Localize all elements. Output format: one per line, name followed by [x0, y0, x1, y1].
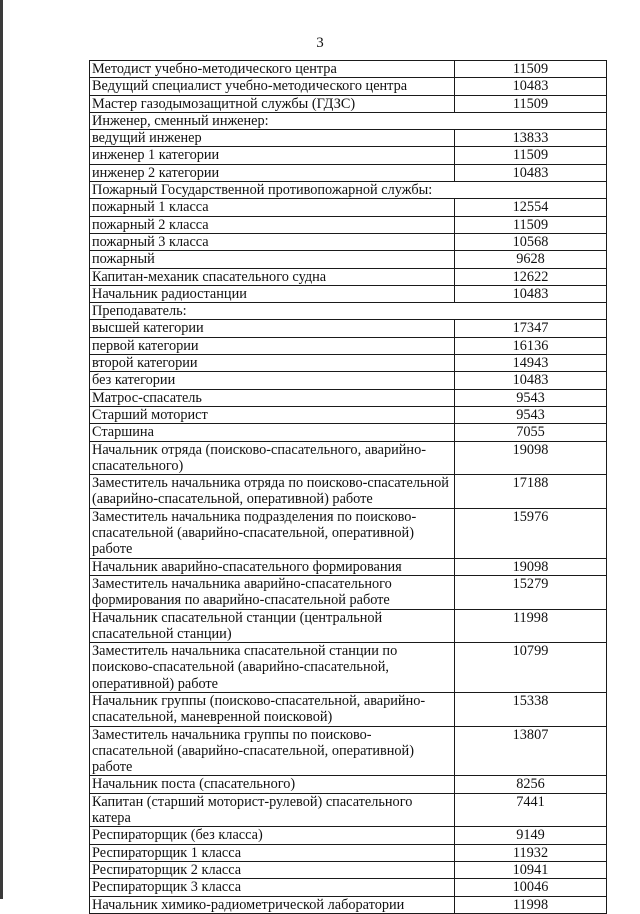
salary-value: 7055 [455, 424, 607, 441]
table-row [90, 558, 607, 575]
salary-value: 17347 [455, 320, 607, 337]
position-name: Заместитель начальника аварийно-спасательного формирования по аварийно-спасательной работе [90, 575, 455, 609]
position-name: пожарный 3 класса [90, 233, 455, 250]
position-name: Респираторщик 1 класса [90, 844, 455, 861]
section-heading: Преподаватель: [90, 303, 607, 320]
position-name: Заместитель начальника подразделения по поисково-спасательной (аварийно-спасательной, оперативной) работе [90, 508, 455, 558]
position-name: Начальник спасательной станции (центральной спасательной станции) [90, 609, 455, 643]
salary-value: 19098 [455, 558, 607, 575]
salary-value: 8256 [455, 776, 607, 793]
salary-value: 9543 [455, 406, 607, 423]
table-row [90, 147, 607, 164]
position-name: инженер 1 категории [90, 147, 455, 164]
salary-value: 14943 [455, 355, 607, 372]
position-name: Капитан (старший моторист-рулевой) спасательного катера [90, 793, 455, 827]
position-name: Старший моторист [90, 406, 455, 423]
position-name: без категории [90, 372, 455, 389]
salary-value: 10483 [455, 78, 607, 95]
salary-value: 11509 [455, 95, 607, 112]
table-row [90, 776, 607, 793]
section-heading: Инженер, сменный инженер: [90, 112, 607, 129]
section-heading: Пожарный Государственной противопожарной службы: [90, 182, 607, 199]
table-section-row [90, 303, 607, 320]
table-row [90, 827, 607, 844]
table-row [90, 861, 607, 878]
table-row [90, 337, 607, 354]
salary-value: 10941 [455, 861, 607, 878]
salary-value: 7441 [455, 793, 607, 827]
salary-value: 15279 [455, 575, 607, 609]
position-name: Капитан-механик спасательного судна [90, 268, 455, 285]
salary-value: 11509 [455, 61, 607, 78]
table-row [90, 793, 607, 827]
salary-value: 10046 [455, 879, 607, 896]
salary-value: 11998 [455, 609, 607, 643]
position-name: Заместитель начальника спасательной станции по поисково-спасательной (аварийно-спасательной, оперативной) работе [90, 643, 455, 693]
salary-value: 19098 [455, 441, 607, 475]
position-name: пожарный [90, 251, 455, 268]
position-name: Начальник радиостанции [90, 285, 455, 302]
table-row [90, 475, 607, 509]
salary-value: 11932 [455, 844, 607, 861]
salary-value: 10483 [455, 372, 607, 389]
position-name: Начальник группы (поисково-спасательной, аварийно-спасательной, маневренной поисковой) [90, 692, 455, 726]
table-row [90, 251, 607, 268]
position-name: Методист учебно-методического центра [90, 61, 455, 78]
table-section-row [90, 182, 607, 199]
salary-table-body [90, 61, 607, 914]
table-row [90, 726, 607, 776]
salary-value: 10568 [455, 233, 607, 250]
position-name: Начальник поста (спасательного) [90, 776, 455, 793]
position-name: Мастер газодымозащитной службы (ГДЗС) [90, 95, 455, 112]
position-name: Респираторщик 2 класса [90, 861, 455, 878]
position-name: ведущий инженер [90, 130, 455, 147]
table-row [90, 508, 607, 558]
table-row [90, 285, 607, 302]
position-name: Старшина [90, 424, 455, 441]
salary-value: 11998 [455, 896, 607, 913]
table-row [90, 268, 607, 285]
position-name: высшей категории [90, 320, 455, 337]
table-row [90, 609, 607, 643]
position-name: первой категории [90, 337, 455, 354]
table-row [90, 355, 607, 372]
salary-value: 16136 [455, 337, 607, 354]
table-row [90, 424, 607, 441]
salary-value: 11509 [455, 216, 607, 233]
table-row [90, 164, 607, 181]
table-row [90, 61, 607, 78]
table-row [90, 95, 607, 112]
position-name: Ведущий специалист учебно-методического центра [90, 78, 455, 95]
position-name: Респираторщик (без класса) [90, 827, 455, 844]
salary-table [89, 60, 607, 914]
salary-value: 15976 [455, 508, 607, 558]
position-name: Респираторщик 3 класса [90, 879, 455, 896]
salary-value: 10483 [455, 164, 607, 181]
salary-value: 11509 [455, 147, 607, 164]
position-name: второй категории [90, 355, 455, 372]
position-name: инженер 2 категории [90, 164, 455, 181]
salary-value: 15338 [455, 692, 607, 726]
table-row [90, 130, 607, 147]
position-name: Матрос-спасатель [90, 389, 455, 406]
table-row [90, 643, 607, 693]
salary-value: 10799 [455, 643, 607, 693]
scan-edge [0, 0, 3, 899]
table-section-row [90, 112, 607, 129]
table-row [90, 844, 607, 861]
table-row [90, 575, 607, 609]
table-row [90, 233, 607, 250]
position-name: Начальник аварийно-спасательного формирования [90, 558, 455, 575]
table-row [90, 78, 607, 95]
salary-value: 9543 [455, 389, 607, 406]
table-row [90, 320, 607, 337]
salary-value: 9149 [455, 827, 607, 844]
salary-value: 10483 [455, 285, 607, 302]
table-row [90, 692, 607, 726]
table-row [90, 372, 607, 389]
table-row [90, 406, 607, 423]
salary-value: 12622 [455, 268, 607, 285]
salary-value: 13833 [455, 130, 607, 147]
table-row [90, 879, 607, 896]
salary-value: 13807 [455, 726, 607, 776]
position-name: пожарный 1 класса [90, 199, 455, 216]
salary-value: 9628 [455, 251, 607, 268]
table-row [90, 216, 607, 233]
table-row [90, 199, 607, 216]
salary-value: 12554 [455, 199, 607, 216]
position-name: Начальник химико-радиометрической лаборатории [90, 896, 455, 913]
position-name: Заместитель начальника отряда по поисково-спасательной (аварийно-спасательной, оперативной) работе [90, 475, 455, 509]
position-name: пожарный 2 класса [90, 216, 455, 233]
table-row [90, 389, 607, 406]
position-name: Заместитель начальника группы по поисково-спасательной (аварийно-спасательной, оперативной) работе [90, 726, 455, 776]
salary-value: 17188 [455, 475, 607, 509]
position-name: Начальник отряда (поисково-спасательного, аварийно-спасательного) [90, 441, 455, 475]
page-number: 3 [316, 35, 324, 51]
table-row [90, 441, 607, 475]
